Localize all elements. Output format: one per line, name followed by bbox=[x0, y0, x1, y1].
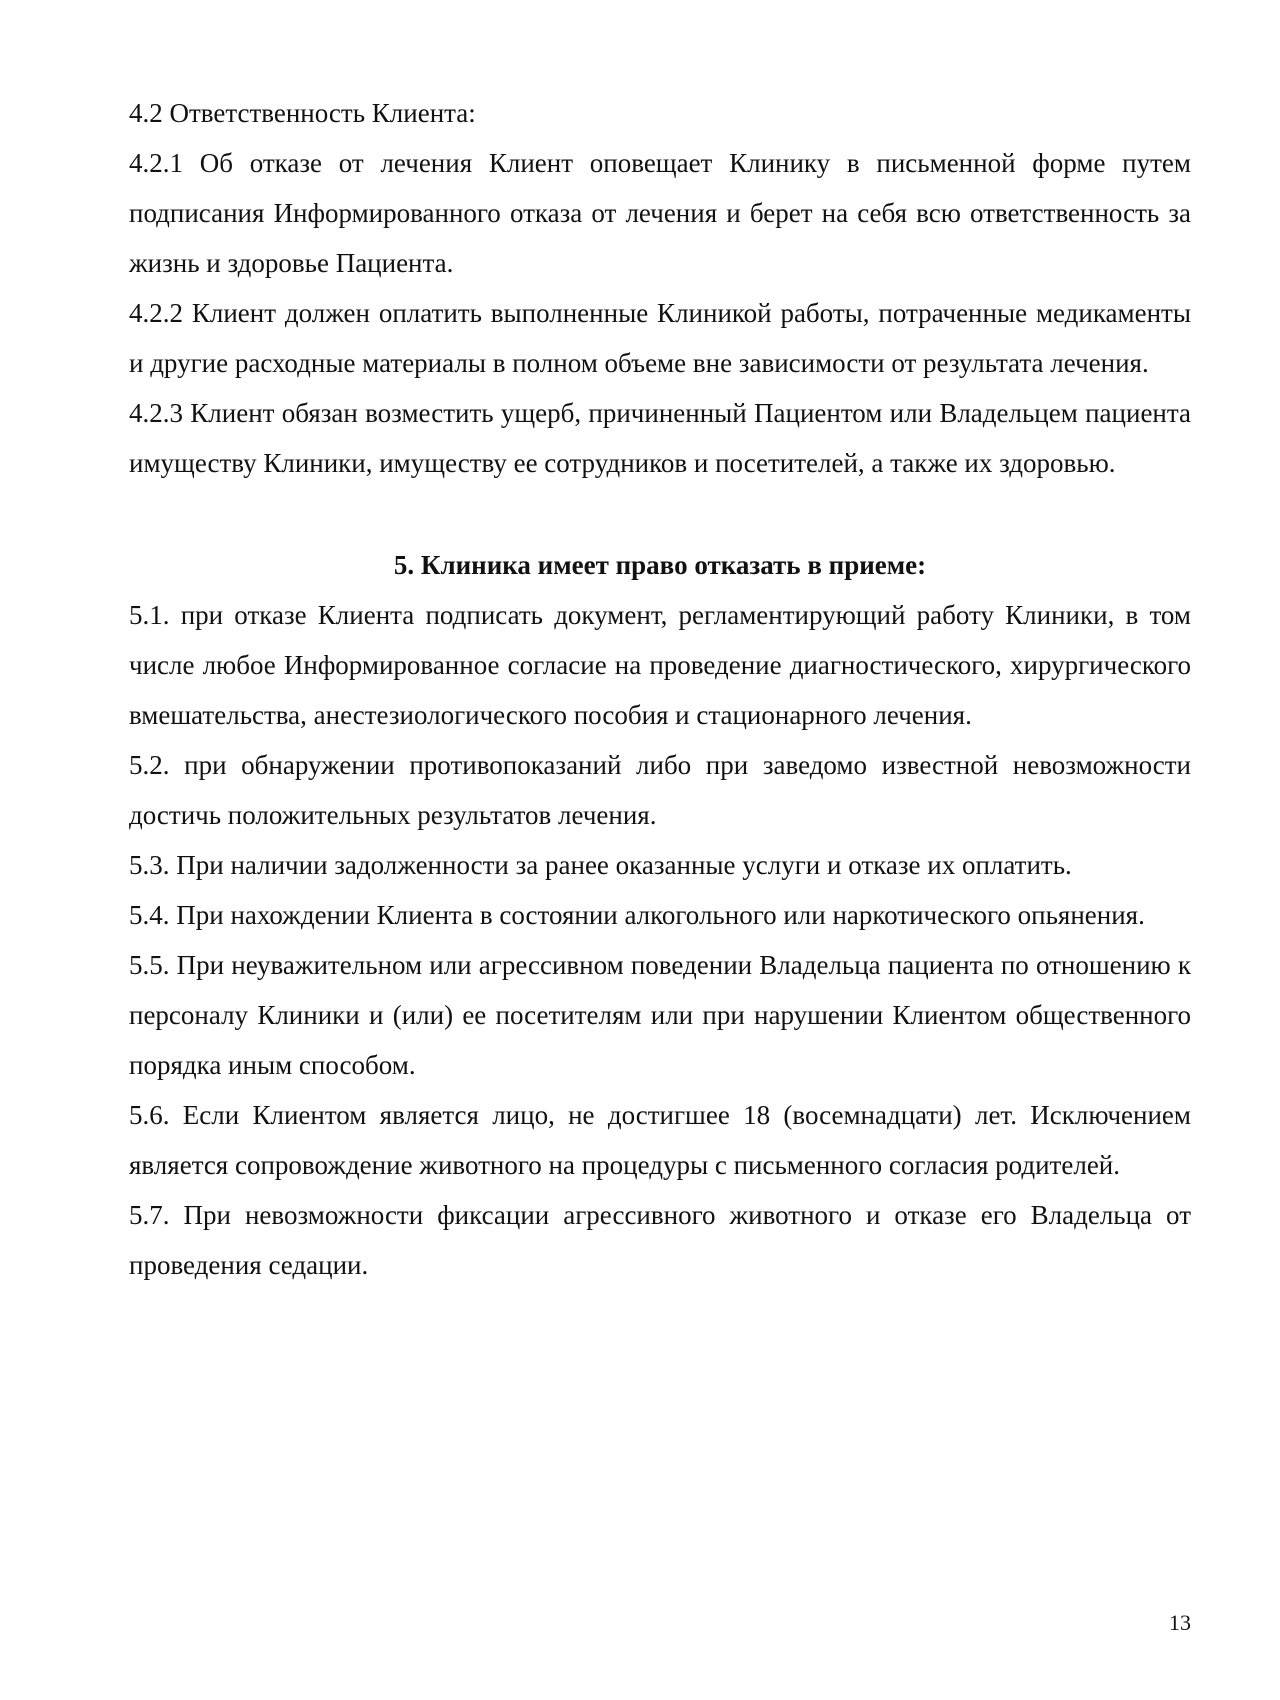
section-5-title: 5. Клиника имеет право отказать в приеме: bbox=[393, 550, 927, 580]
clause-4-2-3: 4.2.3 Клиент обязан возместить ущерб, причиненный Пациентом или Владельцем пациента имуществу Клиники, имуществу ее сотрудников и посетителей, а также их здоровью. bbox=[129, 398, 1191, 478]
clause-5-2: 5.2. при обнаружении противопоказаний либо при заведомо известной невозможности достичь положительных результатов лечения. bbox=[129, 750, 1191, 830]
clause-5-1: 5.1. при отказе Клиента подписать документ, регламентирующий работу Клиники, в том числе любое Информированное согласие на проведение диагностического, хирургического вмешательства, анестезиологического пособия и стационарного лечения. bbox=[129, 600, 1191, 730]
clause-5-6: 5.6. Если Клиентом является лицо, не достигшее 18 (восемнадцати) лет. Исключением является сопровождение животного на процедуры с письменного согласия родителей. bbox=[129, 1100, 1191, 1180]
page-number: 13 bbox=[1169, 1610, 1191, 1635]
section-4-2-heading: 4.2 Ответственность Клиента: bbox=[129, 98, 476, 128]
document-body bbox=[129, 88, 1191, 1290]
clause-5-7: 5.7. При невозможности фиксации агрессивного животного и отказе его Владельца от проведения седации. bbox=[129, 1200, 1191, 1280]
clause-4-2-2: 4.2.2 Клиент должен оплатить выполненные Клиникой работы, потраченные медикаменты и другие расходные материалы в полном объеме вне зависимости от результата лечения. bbox=[129, 298, 1191, 378]
clause-5-5: 5.5. При неуважительном или агрессивном поведении Владельца пациента по отношению к персоналу Клиники и (или) ее посетителям или при нарушении Клиентом общественного порядка иным способом. bbox=[129, 950, 1191, 1080]
clause-5-4: 5.4. При нахождении Клиента в состоянии алкогольного или наркотического опьянения. bbox=[129, 900, 1145, 930]
clause-4-2-1: 4.2.1 Об отказе от лечения Клиент оповещает Клинику в письменной форме путем подписания Информированного отказа от лечения и берет на себя всю ответственность за жизнь и здоровье Пациента. bbox=[129, 148, 1191, 278]
clause-5-3: 5.3. При наличии задолженности за ранее оказанные услуги и отказе их оплатить. bbox=[129, 850, 1072, 880]
